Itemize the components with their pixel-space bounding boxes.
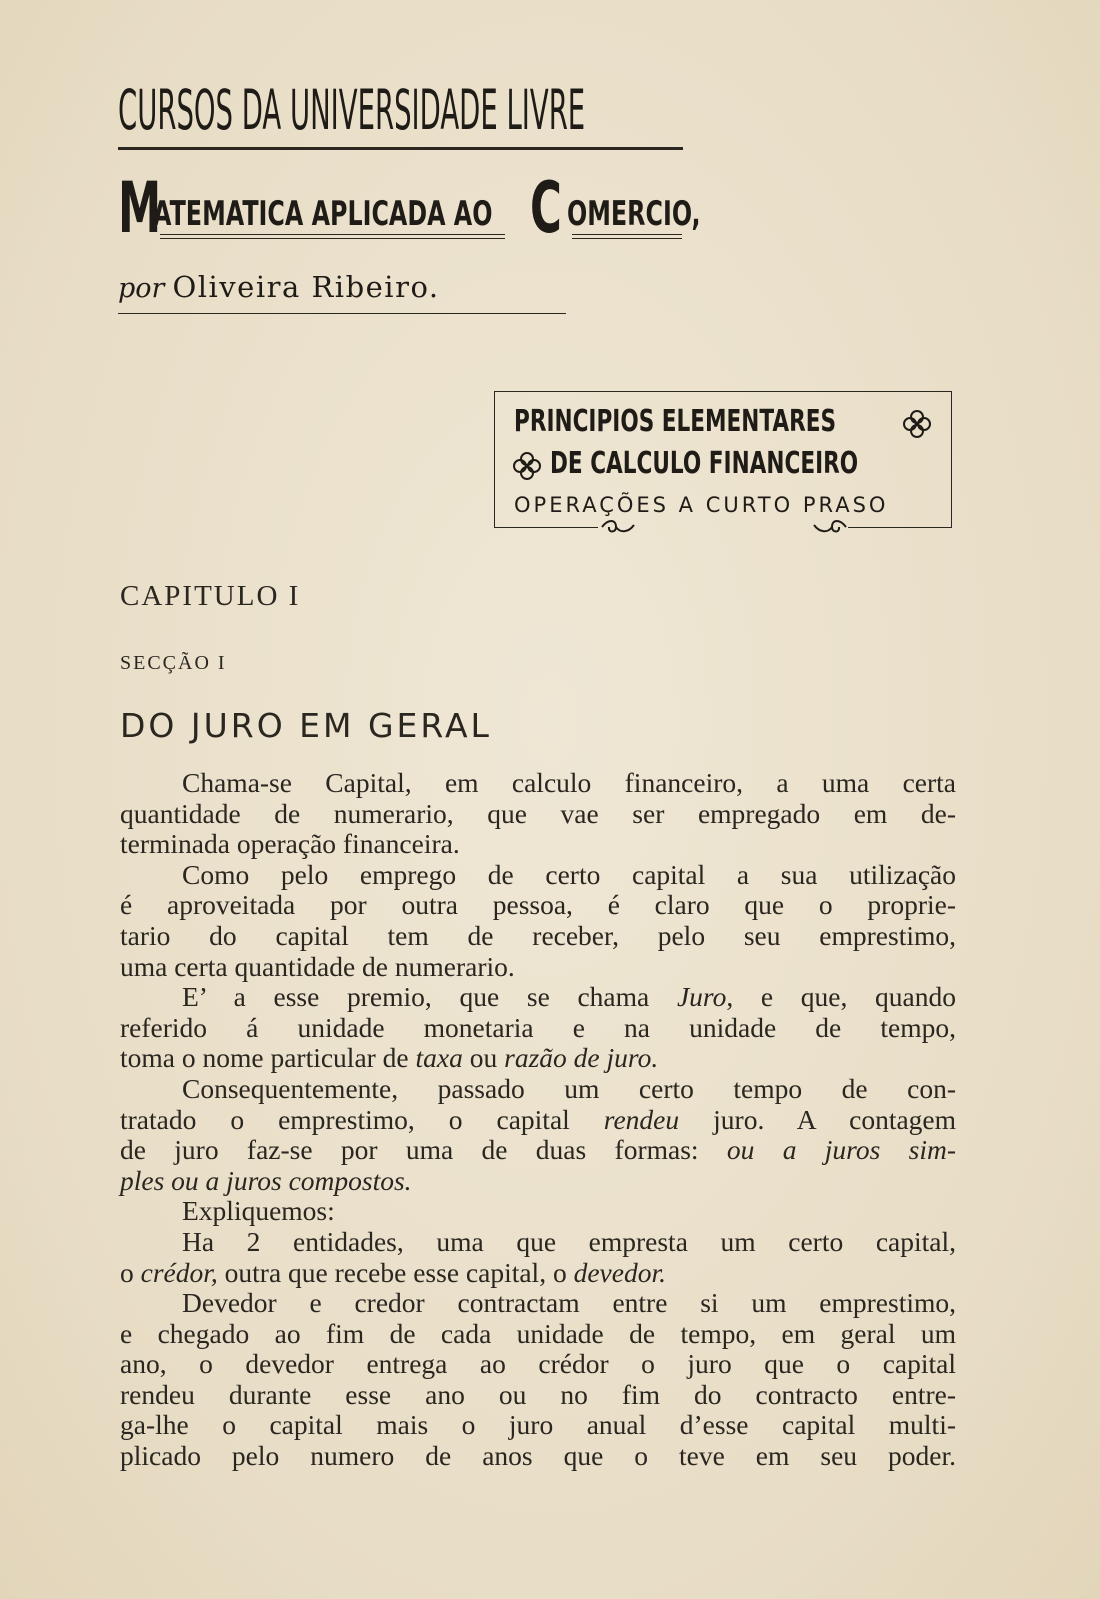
quatrefoil-ornament-icon [902, 409, 932, 439]
text-line: e chegado ao fim de cada unidade de tempo, em geral um [120, 1317, 956, 1349]
italic-term: ples ou a juros compostos. [120, 1164, 412, 1196]
course-title-text-2: OMERCIO, [567, 194, 701, 234]
text-line: rendeu durante esse ano ou no fim do contracto entre- [120, 1378, 956, 1410]
box-bottom-border-left [494, 527, 598, 528]
text-line [120, 1135, 956, 1166]
italic-term: Juro [676, 981, 727, 1013]
text-run: outra que recebe esse capital, o [224, 1256, 567, 1288]
text-line: Expliquemos: [182, 1195, 335, 1227]
text-line: Ha 2 entidades, uma que empresta um certo capital, [182, 1225, 956, 1257]
box-left-border [494, 391, 495, 527]
text-line: plicado pelo numero de anos que o teve em seu poder. [120, 1440, 956, 1472]
text-line [120, 1043, 956, 1074]
text-run: toma o nome particular de [120, 1042, 409, 1074]
text-line [120, 1105, 956, 1136]
text-run: o [120, 1256, 134, 1288]
box-heading-line-2: DE CALCULO FINANCEIRO [550, 446, 859, 481]
text-run: de juro faz-se por uma de duas formas: [120, 1134, 699, 1166]
author-rule [118, 313, 566, 314]
author-prefix: por [118, 273, 165, 304]
author-line [118, 270, 568, 310]
author-name: Oliveira Ribeiro. [172, 270, 440, 304]
text-run: E’ a esse premio, que se chama [182, 981, 650, 1013]
text-line: ano, o devedor entrega ao crédor o juro que o capital [120, 1348, 956, 1380]
box-bottom-border-right [848, 527, 952, 528]
text-line: referido á unidade monetaria e na unidade de tempo, [120, 1011, 956, 1043]
topic-heading: DO JURO EM GERAL [120, 706, 492, 745]
text-line: ga-lhe o capital mais o juro anual d’esse capital multi- [120, 1409, 956, 1441]
italic-term: rendeu [603, 1103, 680, 1135]
italic-term: razão de juro. [504, 1042, 659, 1074]
course-underline-1 [160, 234, 505, 239]
title-rule [118, 147, 683, 150]
italic-term: taxa [415, 1042, 463, 1074]
box-top-border [494, 391, 952, 392]
text-line [120, 982, 956, 1013]
text-line: tario do capital tem de receber, pelo seu emprestimo, [120, 919, 956, 951]
italic-term: crédor, [140, 1256, 218, 1288]
course-title-text-1: ATEMATICA APLICADA AO [153, 194, 493, 234]
drop-cap-m: M [118, 167, 162, 249]
text-run: tratado o emprestimo, o capital [120, 1103, 570, 1135]
chapter-heading: CAPITULO I [120, 580, 301, 612]
text-line: quantidade de numerario, que vae ser empregado em de- [120, 797, 956, 829]
body-text [120, 768, 956, 1472]
text-run: juro. A contagem [713, 1103, 957, 1135]
text-line: terminada operação financeira. [120, 828, 460, 860]
text-run: , e que, quando [726, 981, 957, 1013]
text-line: uma certa quantidade de numerario. [120, 950, 515, 982]
text-line: Como pelo emprego de certo capital a sua utilização [182, 858, 956, 890]
box-subheading: OPERAÇÕES A CURTO PRASO [514, 493, 889, 517]
heading-box [494, 391, 952, 527]
text-line: é aproveitada por outra pessoa, é claro que o proprie- [120, 889, 956, 921]
text-run: ou [469, 1042, 498, 1074]
text-line [120, 1258, 956, 1289]
quatrefoil-ornament-icon [512, 451, 542, 481]
section-heading: SECÇÃO I [120, 652, 227, 674]
text-line: Consequentemente, passado um certo tempo de con- [182, 1072, 956, 1104]
series-title: CURSOS DA UNIVERSIDADE LIVRE [118, 78, 586, 142]
italic-term: devedor. [573, 1256, 666, 1288]
italic-term: ou a juros sim- [726, 1134, 956, 1166]
swirl-ornament-icon [600, 517, 636, 537]
box-right-border [951, 391, 952, 527]
course-underline-2 [572, 234, 682, 239]
drop-cap-c: C [530, 167, 562, 249]
text-line: Devedor e credor contractam entre si um emprestimo, [182, 1287, 956, 1319]
text-line [120, 1166, 956, 1197]
swirl-ornament-icon [812, 517, 848, 537]
text-line: Chama-se Capital, em calculo financeiro, a uma certa [182, 767, 956, 798]
box-heading-line-1: PRINCIPIOS ELEMENTARES [514, 404, 837, 439]
